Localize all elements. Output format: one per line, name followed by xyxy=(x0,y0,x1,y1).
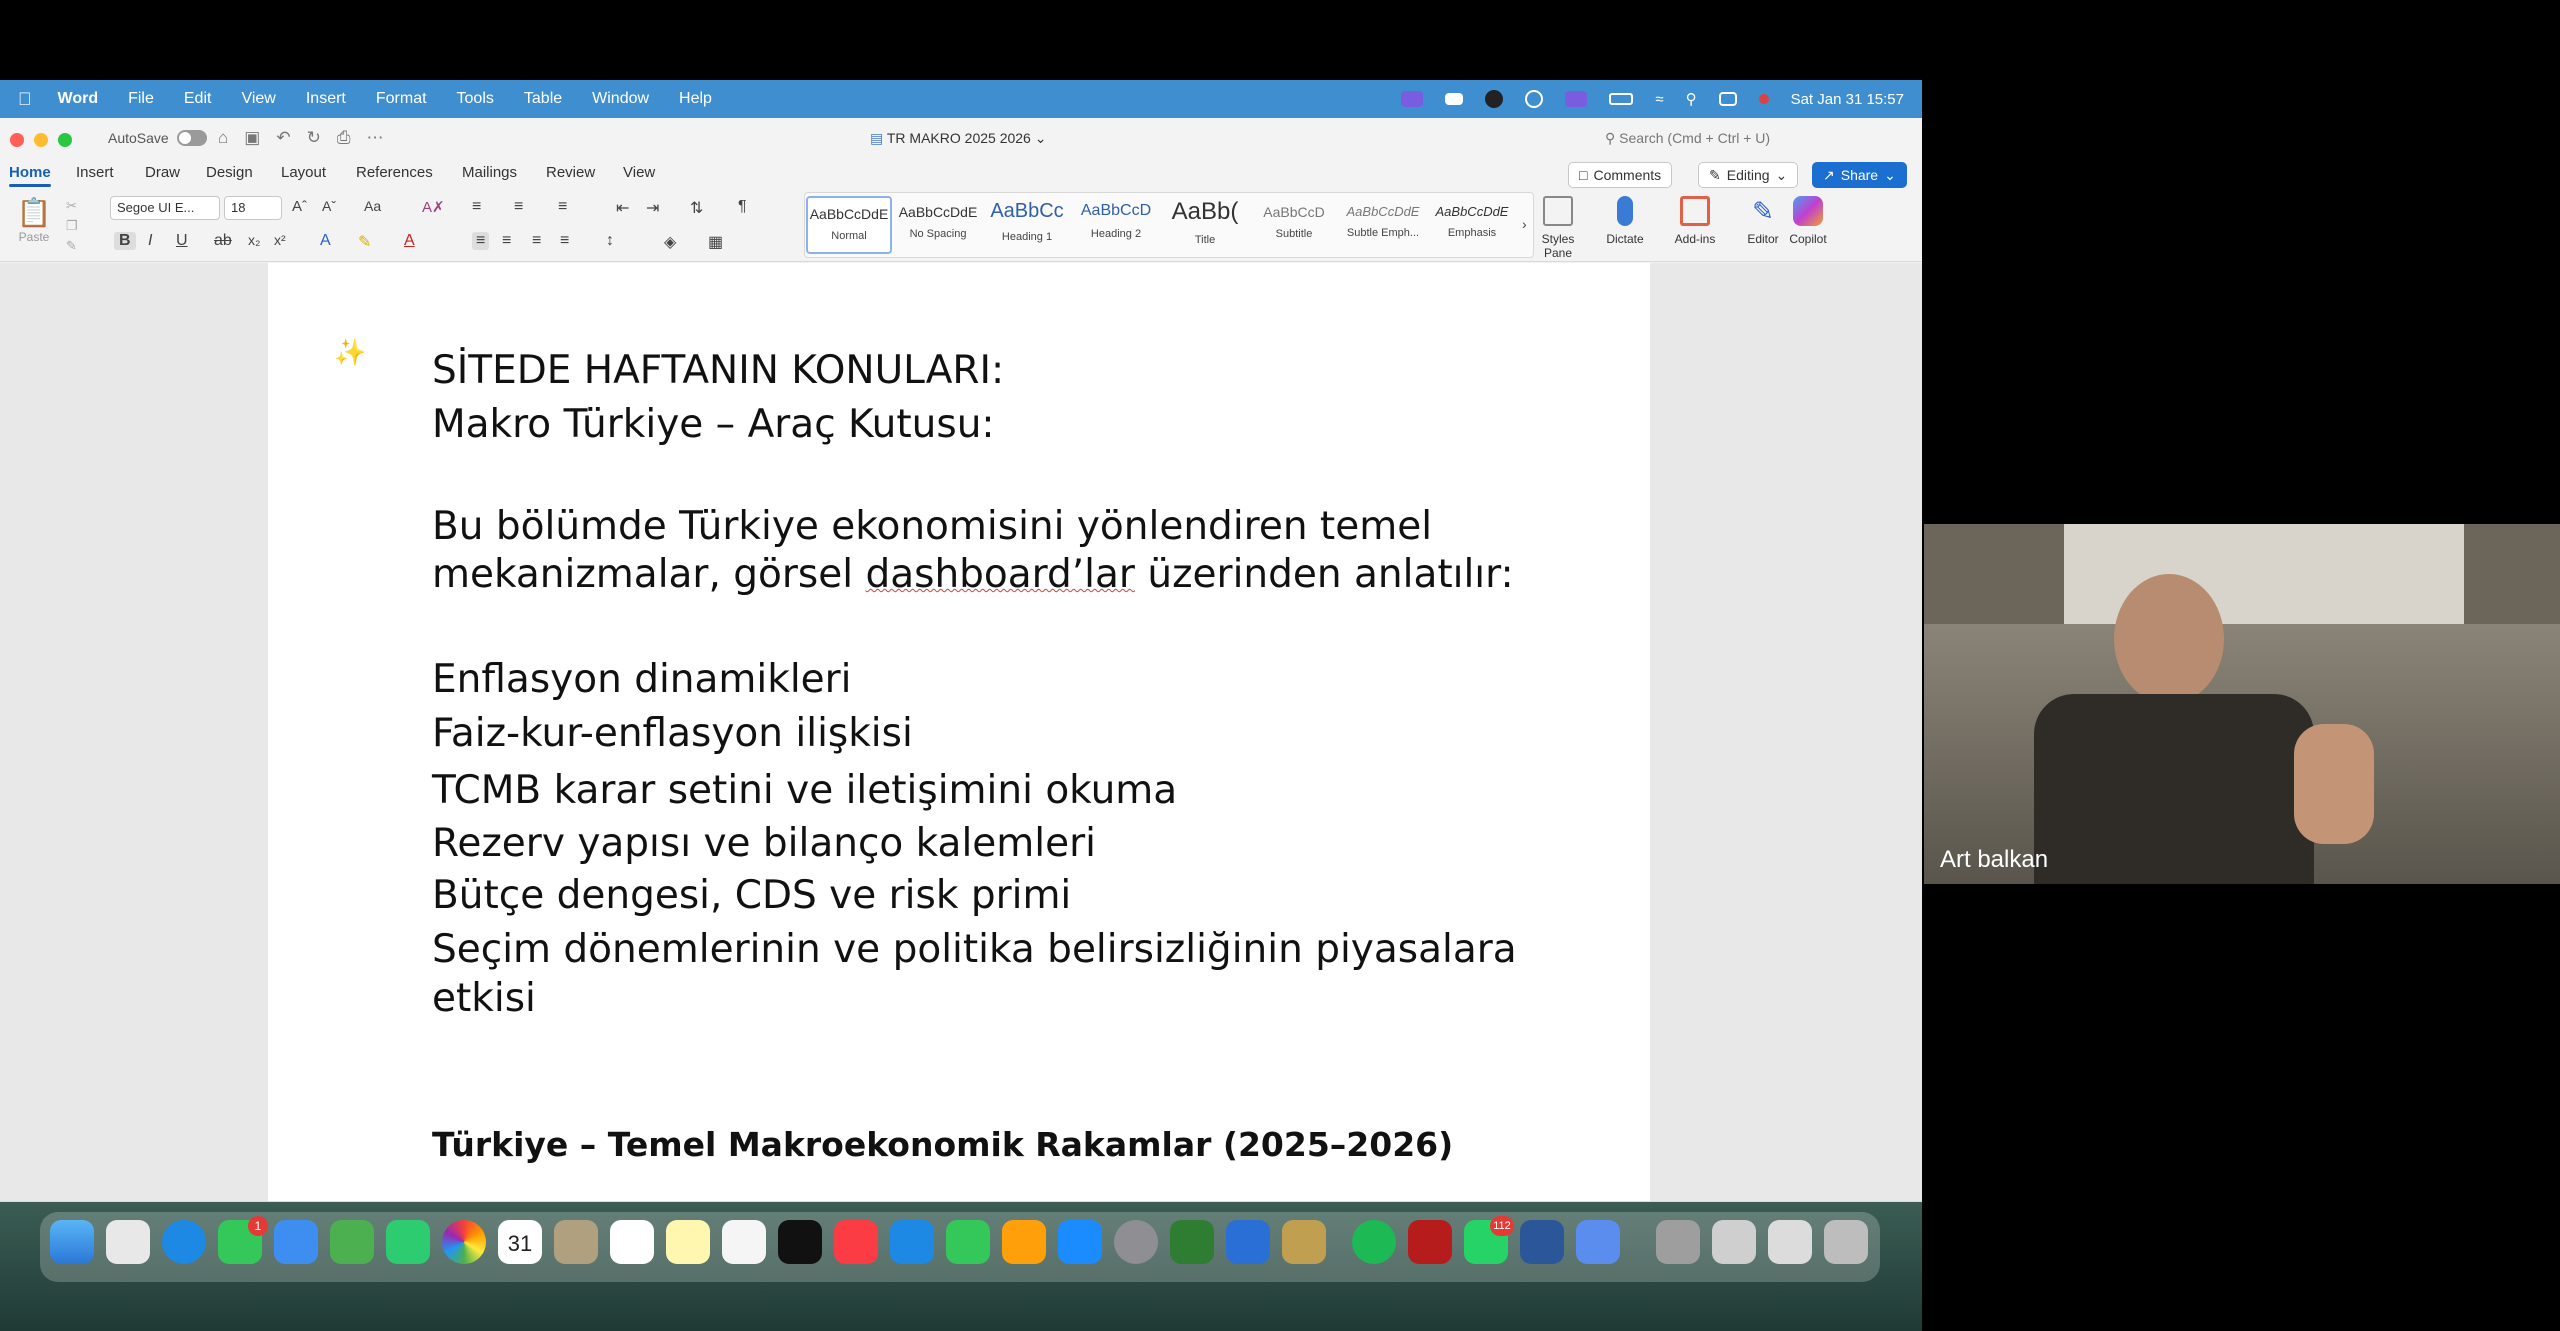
safari-icon[interactable] xyxy=(162,1220,206,1264)
list-item: Enflasyon dinamikleri xyxy=(432,657,852,702)
messages-badge: 1 xyxy=(248,1216,268,1236)
list-item: Bütçe dengesi, CDS ve risk primi xyxy=(432,873,1072,918)
macos-menubar xyxy=(0,80,1922,118)
clear-formatting-icon[interactable]: A✗ xyxy=(422,199,445,216)
participant-hand xyxy=(2294,724,2374,844)
list-item: Faiz-kur-enflasyon ilişkisi xyxy=(432,711,913,756)
home-icon[interactable]: ⌂ xyxy=(218,128,229,147)
copilot-button[interactable]: Copilot xyxy=(1778,196,1838,246)
macos-dock xyxy=(0,1202,1922,1331)
system-settings-icon[interactable] xyxy=(1114,1220,1158,1264)
trash-icon[interactable] xyxy=(1824,1220,1868,1264)
copilot-draft-icon[interactable]: ✨ xyxy=(334,337,367,367)
superscript-icon[interactable]: x² xyxy=(274,232,286,248)
menu-insert[interactable]: Insert xyxy=(292,90,333,107)
menubar-datetime[interactable]: Sat Jan 31 15:57 xyxy=(1790,90,1904,108)
ribbon-tabs xyxy=(0,160,1922,190)
zoom-app-icon[interactable] xyxy=(1576,1220,1620,1264)
mirror-icon[interactable] xyxy=(1565,91,1587,107)
menu-format[interactable]: Format xyxy=(362,90,414,107)
menu-table[interactable]: Table xyxy=(510,90,549,107)
menu-view[interactable]: View xyxy=(227,90,263,107)
keynote-icon[interactable] xyxy=(890,1220,934,1264)
style-heading-1[interactable]: AaBbCc Heading 1 xyxy=(990,200,1064,243)
doc-line-title: SİTEDE HAFTANIN KONULARI: xyxy=(432,348,1005,393)
word-window xyxy=(0,118,1922,1218)
title-bar xyxy=(0,118,1922,160)
participant-name: Art balkan xyxy=(1940,846,2049,873)
freeform-icon[interactable] xyxy=(722,1220,766,1264)
change-case-icon[interactable]: Aa xyxy=(364,198,382,214)
list-item: Seçim dönemlerinin ve politika belirsizliğinin piyasalara xyxy=(432,927,1517,972)
shrink-font-icon[interactable]: Aˇ xyxy=(322,198,336,214)
downloads-folder-icon[interactable] xyxy=(1656,1220,1700,1264)
addins-button[interactable]: Add-ins xyxy=(1665,196,1725,246)
menubar-status-area xyxy=(1401,80,1904,118)
whatsapp-badge: 112 xyxy=(1490,1216,1514,1236)
document-page[interactable] xyxy=(268,263,1650,1201)
recording-icon[interactable] xyxy=(1759,94,1769,104)
list-item: etkisi xyxy=(432,976,536,1021)
menu-help[interactable]: Help xyxy=(665,90,699,107)
launchpad-icon[interactable] xyxy=(106,1220,150,1264)
ribbon-home xyxy=(0,190,1922,262)
grow-font-icon[interactable]: Aˆ xyxy=(292,198,307,215)
zoom-window-button[interactable] xyxy=(58,133,72,147)
facetime-icon[interactable] xyxy=(386,1220,430,1264)
addins-icon xyxy=(1680,196,1710,226)
styles-pane-icon xyxy=(1543,196,1573,226)
shading-icon[interactable]: ◈ xyxy=(664,234,677,251)
audio-icon[interactable] xyxy=(1485,90,1503,108)
spelling-squiggle[interactable]: dashboard’lar xyxy=(865,552,1135,597)
doc-line-subtitle: Makro Türkiye – Araç Kutusu: xyxy=(432,402,995,447)
list-item: TCMB karar setini ve iletişimini okuma xyxy=(432,768,1178,813)
borders-icon[interactable]: ▦ xyxy=(708,234,724,251)
menu-tools[interactable]: Tools xyxy=(443,90,481,107)
style-subtle-emphasis[interactable]: AaBbCcDdE Subtle Emph... xyxy=(1346,204,1420,239)
tab-home[interactable]: Home xyxy=(9,164,51,181)
tab-insert[interactable]: Insert xyxy=(76,164,114,181)
maps-icon[interactable] xyxy=(330,1220,374,1264)
close-window-button[interactable] xyxy=(10,133,24,147)
screenshots-stack-icon[interactable] xyxy=(1768,1220,1812,1264)
app-store-icon[interactable] xyxy=(1058,1220,1102,1264)
document-canvas xyxy=(0,263,1922,1201)
tab-review[interactable]: Review xyxy=(546,164,596,181)
documents-stack-icon[interactable] xyxy=(1712,1220,1756,1264)
menu-window[interactable]: Window xyxy=(578,90,636,107)
editor-icon: ✎ xyxy=(1752,196,1774,226)
font-name-select[interactable]: Segoe UI E... xyxy=(110,196,220,220)
shared-screen xyxy=(0,80,1922,1331)
style-no-spacing[interactable]: AaBbCcDdE No Spacing xyxy=(898,204,978,240)
style-heading-2[interactable]: AaBbCcD Heading 2 xyxy=(1080,202,1152,240)
doc-paragraph-line-1: Bu bölümde Türkiye ekonomisini yönlendiren temel xyxy=(432,504,1433,549)
mail-icon[interactable] xyxy=(274,1220,318,1264)
search-icon[interactable]: ⚲ xyxy=(1685,91,1697,108)
decrease-indent-icon[interactable]: ⇤ xyxy=(616,200,630,217)
editing-mode-button[interactable]: ✎ Editing ⌄ xyxy=(1698,162,1798,188)
numbers-icon[interactable] xyxy=(946,1220,990,1264)
chevron-down-icon: ⌄ xyxy=(1884,166,1896,183)
share-button[interactable]: ↗ Share ⌄ xyxy=(1812,162,1907,188)
dictate-button[interactable]: Dictate xyxy=(1595,196,1655,246)
editor-button[interactable]: ✎ Editor xyxy=(1747,196,1779,246)
wifi-icon[interactable]: ≈ xyxy=(1655,90,1664,108)
bullets-icon[interactable]: ≡ xyxy=(472,198,482,215)
chatgpt-icon[interactable] xyxy=(1170,1220,1214,1264)
apple-tv-icon[interactable] xyxy=(778,1220,822,1264)
save-icon[interactable]: ▣ xyxy=(244,128,261,147)
justify-icon[interactable]: ≡ xyxy=(560,232,570,249)
comment-icon: □ xyxy=(1579,167,1588,183)
tab-references[interactable]: References xyxy=(356,164,433,181)
styles-pane-button[interactable]: Styles Pane xyxy=(1528,196,1588,260)
multilevel-list-icon[interactable]: ≡ xyxy=(558,198,568,215)
copy-icon[interactable]: ❐ xyxy=(66,218,78,233)
chevron-down-icon: ⌄ xyxy=(1775,166,1788,183)
calendar-icon[interactable]: 31 xyxy=(498,1220,542,1264)
style-normal[interactable]: AaBbCcDdE Normal xyxy=(806,196,892,254)
style-emphasis[interactable]: AaBbCcDdE Emphasis xyxy=(1435,204,1509,239)
sort-icon[interactable]: ⇅ xyxy=(690,200,704,217)
finder-icon[interactable] xyxy=(50,1220,94,1264)
font-color-icon[interactable]: A xyxy=(404,232,415,249)
camera-icon[interactable] xyxy=(1445,93,1463,105)
participant-body xyxy=(2034,694,2314,884)
search-icon: ⚲ xyxy=(1605,130,1616,146)
line-spacing-icon[interactable]: ↕ xyxy=(606,232,614,249)
pilcrow-icon[interactable]: ¶ xyxy=(738,198,747,215)
notes-icon[interactable] xyxy=(666,1220,710,1264)
increase-indent-icon[interactable]: ⇥ xyxy=(646,200,660,217)
style-title[interactable]: AaBb( Title xyxy=(1171,198,1239,246)
text-effects-icon[interactable]: A xyxy=(320,232,331,249)
apple-icon[interactable] xyxy=(18,89,32,110)
paste-button[interactable]: 📋 Paste xyxy=(14,196,54,244)
align-center-icon[interactable]: ≡ xyxy=(502,232,512,249)
copilot-icon xyxy=(1793,196,1823,226)
contacts-icon[interactable] xyxy=(554,1220,598,1264)
autosave-label: AutoSave xyxy=(108,130,169,146)
undo-icon[interactable]: ↶ xyxy=(276,128,291,147)
redo-icon[interactable]: ↻ xyxy=(306,128,321,147)
subscript-icon[interactable]: x₂ xyxy=(248,232,261,248)
numbering-icon[interactable]: ≡ xyxy=(514,198,524,215)
chevron-right-icon[interactable]: › xyxy=(1522,216,1527,232)
doc-section-heading: Türkiye – Temel Makroekonomik Rakamlar (2025–2026) xyxy=(432,1125,1454,1164)
doc-paragraph-line-2: mekanizmalar, görsel dashboard’lar üzerinden anlatılır: xyxy=(432,552,1514,597)
preview-icon[interactable] xyxy=(1226,1220,1270,1264)
microphone-icon xyxy=(1617,196,1633,226)
participant-head xyxy=(2114,574,2224,704)
menu-edit[interactable]: Edit xyxy=(170,90,198,107)
search-box[interactable]: ⚲ Search (Cmd + Ctrl + U) xyxy=(1605,130,1771,146)
chevron-down-icon: ⌄ xyxy=(1034,130,1047,146)
photos-icon[interactable] xyxy=(442,1220,486,1264)
format-painter-icon[interactable]: ✎ xyxy=(66,238,77,253)
battery-icon[interactable] xyxy=(1609,93,1633,105)
autosave-toggle[interactable] xyxy=(177,130,207,146)
menu-app-name[interactable]: Word xyxy=(44,90,85,107)
list-item: Rezerv yapısı ve bilanço kalemleri xyxy=(432,821,1096,866)
archive-icon[interactable] xyxy=(1282,1220,1326,1264)
autosave-control[interactable] xyxy=(108,130,207,146)
align-right-icon[interactable]: ≡ xyxy=(532,232,542,249)
pages-icon[interactable] xyxy=(1002,1220,1046,1264)
document-title[interactable]: ▤ TR MAKRO 2025 2026 ⌄ xyxy=(870,130,1047,146)
print-icon[interactable]: ⎙ xyxy=(336,128,351,147)
word-icon[interactable] xyxy=(1520,1220,1564,1264)
spotify-icon[interactable] xyxy=(1352,1220,1396,1264)
share-icon: ↗ xyxy=(1823,166,1835,183)
pencil-icon: ✎ xyxy=(1709,166,1721,183)
music-icon[interactable] xyxy=(834,1220,878,1264)
quick-access-toolbar xyxy=(218,128,383,148)
bold-icon[interactable]: B xyxy=(114,232,136,250)
clipboard-icon: 📋 xyxy=(16,197,52,228)
underline-icon[interactable]: U xyxy=(176,232,188,249)
style-subtitle[interactable]: AaBbCcD Subtitle xyxy=(1263,204,1325,240)
sync-icon[interactable] xyxy=(1525,90,1543,108)
strikethrough-icon[interactable]: ab xyxy=(214,232,232,249)
tab-draw[interactable]: Draw xyxy=(145,164,181,181)
participant-video-tile[interactable] xyxy=(1924,524,2560,884)
tab-layout[interactable]: Layout xyxy=(281,164,327,181)
tab-view[interactable]: View xyxy=(623,164,656,181)
align-left-icon[interactable]: ≡ xyxy=(472,232,489,250)
cut-icon[interactable]: ✂ xyxy=(66,198,77,213)
minimize-window-button[interactable] xyxy=(34,133,48,147)
reminders-icon[interactable] xyxy=(610,1220,654,1264)
screen-share-icon[interactable] xyxy=(1401,91,1423,107)
menu-file[interactable]: File xyxy=(114,90,141,107)
recorder-icon[interactable] xyxy=(1408,1220,1452,1264)
document-icon: ▤ xyxy=(870,130,884,146)
font-size-select[interactable]: 18 xyxy=(224,196,282,220)
comments-button[interactable]: □ Comments xyxy=(1568,162,1672,188)
italic-icon[interactable]: I xyxy=(148,232,153,249)
highlight-icon[interactable]: ✎ xyxy=(358,234,372,251)
tab-design[interactable]: Design xyxy=(206,164,253,181)
control-center-icon[interactable] xyxy=(1719,92,1737,106)
more-icon[interactable]: ⋯ xyxy=(366,128,384,147)
tab-mailings[interactable]: Mailings xyxy=(462,164,518,181)
